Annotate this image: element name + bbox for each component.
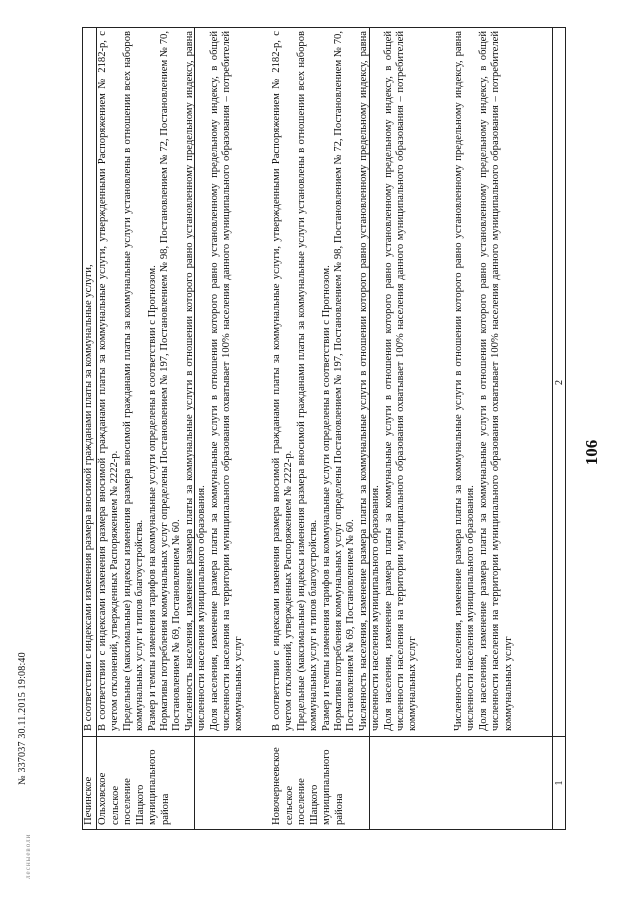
- text-paragraph: Нормативы потребления коммунальных услуг определены Постановлением № 197, Постановлением № 98, Постановлением № 72, Постановлением № 70, Постановлением № 69, Постановлением № 60.: [333, 31, 357, 731]
- municipality-description: [97, 31, 246, 731]
- text-paragraph: Размер и темпы изменения тарифов на коммунальные услуги определены в соответствии с Прогнозом.: [320, 265, 332, 731]
- text-paragraph: В соответствии с индексами изменения размера вносимой гражданами платы за коммунальные услуги,: [83, 264, 94, 731]
- municipality-name: Печинское: [83, 776, 94, 825]
- municipality-name: Ольховское сельское поселение Шацкого муниципального района: [97, 749, 171, 825]
- text-paragraph: Численность населения, изменение размера платы за коммунальные услуги в отношении которого равно установленному предельному индексу, равна численности населения муниципального образования.: [183, 31, 208, 731]
- document-registration-stamp: № 337037 30.11.2015 19:08:40: [17, 652, 28, 785]
- municipality-description: [83, 31, 96, 731]
- municipality-description: [271, 31, 420, 731]
- text-paragraph: Предельные (максимальные) индексы изменения размера вносимой гражданами платы за коммунальные услуги установлены в отношении всех наборов коммунальных услуг и типов благоустройства.: [295, 31, 320, 731]
- row-divider: [552, 28, 553, 829]
- text-paragraph: Размер и темпы изменения тарифов на коммунальные услуги определены в соответствии с Прогнозом.: [146, 265, 158, 731]
- text-paragraph: Численность населения, изменение размера платы за коммунальные услуги в отношении которого равно установленному предельному индексу, равна численности населения муниципального образования.: [357, 31, 382, 731]
- text-paragraph: Доля населения, изменение размера платы за коммунальные услуги в отношении которого равно установленному предельному индексу, в общей численности населения на территории муниципального образования охватывает 100% населения данного муниципального образования – потребителей коммунальных услуг: [208, 31, 245, 731]
- text-paragraph: Численность населения, изменение размера платы за коммунальные услуги в отношении которого равно установленному предельному индексу, равна численности населения муниципального образования.: [453, 31, 477, 731]
- text-paragraph: В соответствии с индексами изменения размера вносимой гражданами платы за коммунальные услуги, утвержденными Распоряжением № 2182-р, с учетом отклонений, утвержденных Распоряжением № 2222-р.: [97, 31, 121, 731]
- text-paragraph: Предельные (максимальные) индексы изменения размера вносимой гражданами платы за коммунальные услуги установлены в отношении всех наборов коммунальных услуг и типов благоустройства.: [121, 31, 146, 731]
- column-divider: [83, 736, 565, 737]
- municipality-name: Новочернеевское сельское поселение Шацкого муниципального района: [271, 747, 345, 825]
- column-header-2: 2: [554, 380, 565, 385]
- text-paragraph: Доля населения, изменение размера платы за коммунальные услуги в отношении которого равно установленному предельному индексу, в общей численности населения на территории муниципального образования охватывает 100% населения данного муниципального образования – потребителей коммунальных услуг: [382, 31, 419, 731]
- page-number: 106: [582, 439, 601, 466]
- text-paragraph: Доля населения, изменение размера платы за коммунальные услуги в отношении которого равно установленному предельному индексу, в общей численности населения на территории муниципального образования охватывает 100% населения данного муниципального образования – потребителей коммунальных услуг: [477, 31, 514, 731]
- margin-handwritten-note: лесныеволи: [24, 833, 32, 879]
- column-header-1: 1: [554, 780, 565, 786]
- text-paragraph: В соответствии с индексами изменения размера вносимой гражданами платы за коммунальные услуги, утвержденными Распоряжением № 2182-р, с учетом отклонений, утвержденных Распоряжением № 2222-р.: [271, 31, 295, 731]
- tariff-table: [82, 27, 566, 830]
- text-paragraph: Нормативы потребления коммунальных услуг определены Постановлением № 197, Постановлением № 98, Постановлением № 72, Постановлением № 70, Постановлением № 69, Постановлением № 60.: [159, 31, 183, 731]
- row-continuation-text: [453, 31, 515, 731]
